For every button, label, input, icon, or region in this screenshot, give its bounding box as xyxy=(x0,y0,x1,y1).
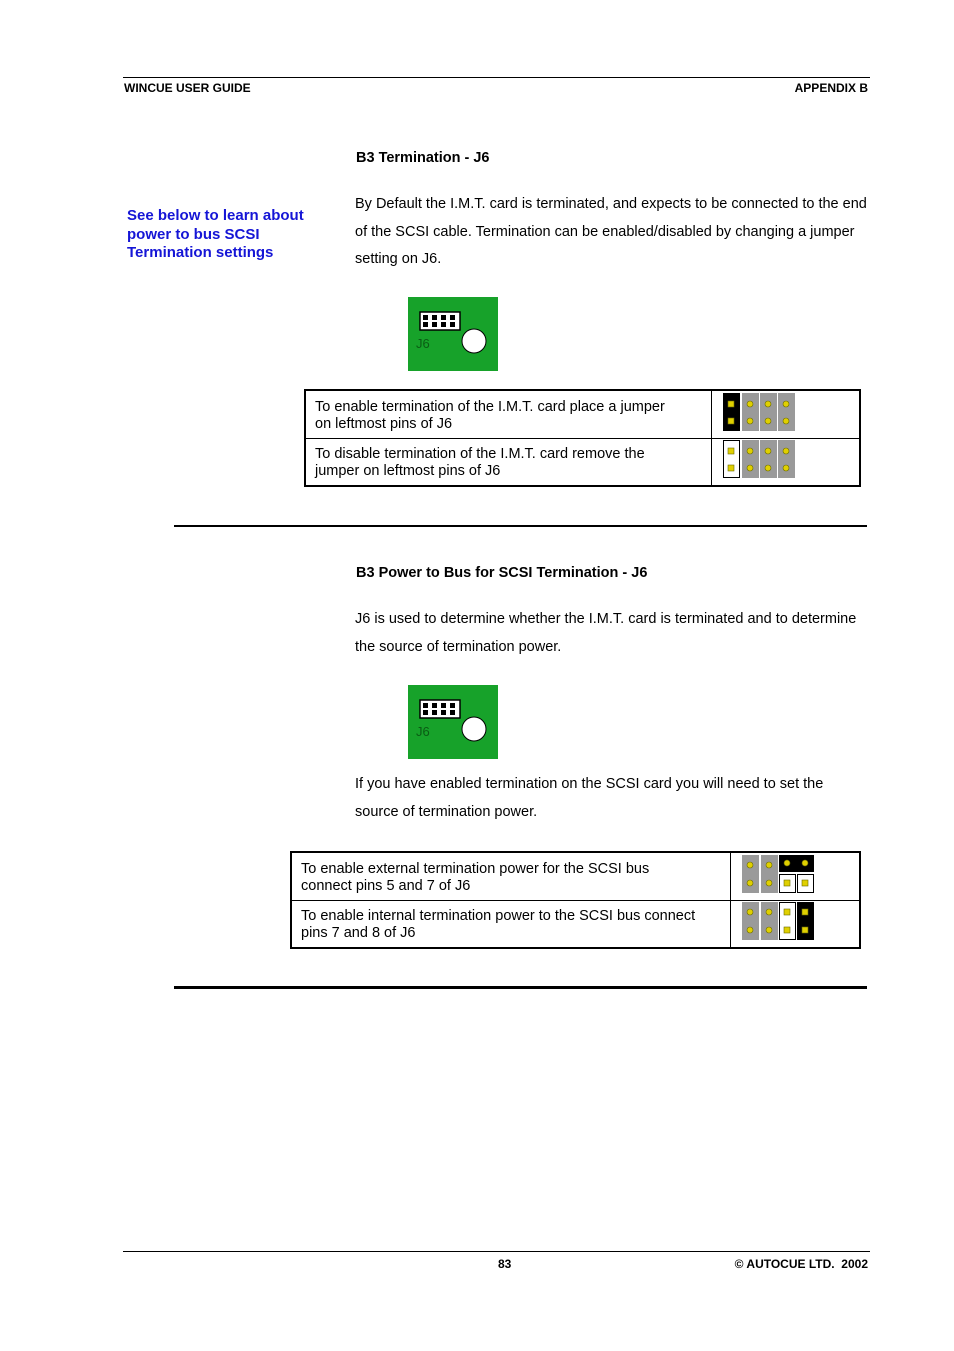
section-divider xyxy=(174,986,867,989)
header-title: WINCUE USER GUIDE xyxy=(124,81,251,95)
copyright xyxy=(735,1257,868,1271)
j6-board-image xyxy=(408,297,498,376)
section1-heading: B3 Termination - J6 xyxy=(356,150,490,166)
termination-power-table xyxy=(290,851,861,949)
section2-paragraph: J6 is used to determine whether the I.M.T. card is terminated and to determine the source of termination power. xyxy=(355,611,857,655)
j6-board-label: J6 xyxy=(416,336,430,351)
sidebar-note-line2: power to bus SCSI xyxy=(127,225,260,243)
j6-board-image xyxy=(408,685,498,764)
copyright-icon: © xyxy=(734,1257,744,1271)
table-cell-line: To enable termination of the I.M.T. card place a jumper xyxy=(315,398,665,415)
table-cell-line: To disable termination of the I.M.T. card remove the xyxy=(315,446,645,463)
jumper-internal-power-diagram xyxy=(742,901,816,941)
jumper-diagram-cell xyxy=(731,852,861,900)
table-cell xyxy=(291,900,731,948)
table-row xyxy=(305,390,860,438)
sidebar-note-line1: See below to learn about xyxy=(127,207,304,224)
j6-board-label: J6 xyxy=(416,724,430,739)
section2-heading: B3 Power to Bus for SCSI Termination - J6 xyxy=(356,565,648,581)
jumper-disabled-diagram xyxy=(723,439,797,479)
footer-rule xyxy=(123,1251,870,1252)
table-cell xyxy=(305,438,712,486)
sidebar-note xyxy=(127,207,327,263)
table-cell-line: connect pins 5 and 7 of J6 xyxy=(301,877,471,894)
jumper-diagram-cell xyxy=(712,438,861,486)
header-appendix: APPENDIX B xyxy=(794,81,868,95)
table-cell-line: jumper on leftmost pins of J6 xyxy=(315,463,501,480)
jumper-diagram-cell xyxy=(731,900,861,948)
table-cell xyxy=(291,852,731,900)
table-row xyxy=(291,852,860,900)
table-cell-line: pins 7 and 8 of J6 xyxy=(301,925,416,942)
table-row xyxy=(305,438,860,486)
table-cell-line: To enable internal termination power to the SCSI bus connect xyxy=(301,908,696,925)
table-cell xyxy=(305,390,712,438)
table-cell-line: To enable external termination power for the SCSI bus xyxy=(301,860,650,877)
table-cell-line: on leftmost pins of J6 xyxy=(315,415,453,432)
sidebar-note-line3: Termination settings xyxy=(127,244,274,261)
jumper-external-power-diagram xyxy=(742,854,816,894)
jumper-enabled-diagram xyxy=(723,392,797,432)
copyright-text: AUTOCUE LTD. 2002 xyxy=(746,1257,868,1271)
table-row xyxy=(291,900,860,948)
section2-paragraph2: If you have enabled termination on the SCSI card you will need to set the source of termination power. xyxy=(355,776,824,820)
header-rule xyxy=(123,77,870,78)
jumper-diagram-cell xyxy=(712,390,861,438)
page-number: 83 xyxy=(498,1257,512,1271)
section-divider xyxy=(174,525,867,527)
termination-table xyxy=(304,389,861,487)
section1-paragraph: By Default the I.M.T. card is terminated, and expects to be connected to the end of the SCSI cable. Termination can be enabled/disabled by changing a jumper setting on J6. xyxy=(355,196,867,267)
